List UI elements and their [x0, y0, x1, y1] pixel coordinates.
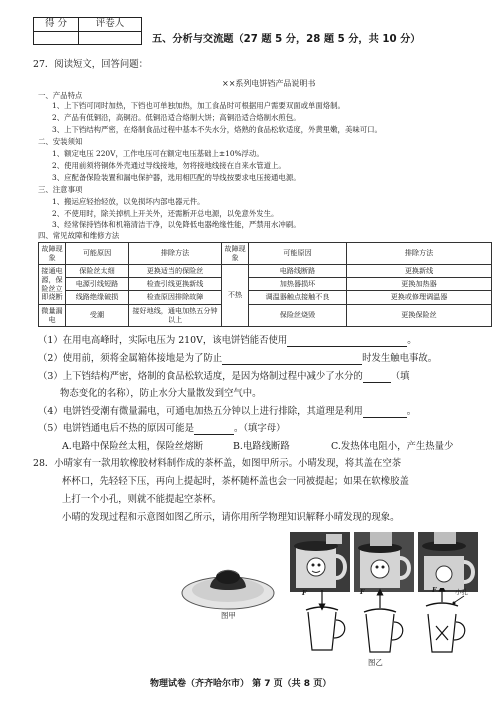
- table-cell: 电源引线短路: [66, 278, 129, 291]
- option-c: C.发热体电阻小，产生热量少: [331, 441, 454, 452]
- answer-blank-4[interactable]: [363, 408, 407, 418]
- score-box-row-divider: [34, 31, 141, 32]
- table-cell: 保险丝太细: [66, 265, 129, 278]
- table-header-cell: 可能原因: [249, 243, 347, 265]
- option-b: B.电路线断路: [233, 441, 290, 452]
- table-cell: 更换新线: [347, 265, 492, 278]
- fig-b-label: 图乙: [368, 658, 383, 667]
- force-label-2: F: [360, 588, 365, 596]
- cup-diagram-3: [426, 588, 465, 652]
- force-label-3: F: [432, 586, 437, 594]
- fault-group-left: 接通电源，保险丝立即烧断: [39, 265, 66, 305]
- table-cell: 加热器损坏: [249, 278, 347, 291]
- table-row: [39, 305, 492, 325]
- q28-line-1: 28．小晴家有一款用软橡胶材料制作成的茶杯盖，如图甲所示。小晴发现，将其盖在空茶: [33, 458, 402, 469]
- table-row: [39, 265, 492, 278]
- section-title: 五、分析与交流题（27 题 5 分，28 题 5 分，共 10 分）: [152, 34, 421, 45]
- table-cell: 更换或修理调温器: [347, 291, 492, 305]
- cup-diagrams: [296, 588, 486, 656]
- table-cell: 受潮: [66, 305, 129, 327]
- table-row: [39, 291, 492, 305]
- score-box: [33, 17, 142, 45]
- q28-line-3: 上打一个小孔，则就不能提起空茶杯。: [62, 494, 222, 505]
- manual-heading-4: 四、常见故障和维修方法: [38, 231, 120, 240]
- q27-intro: 27．阅读短文，回答问题：: [33, 59, 149, 70]
- feature-3: 3、上下铛结构严密，在烙制食品过程中基本不失水分，烙熟的食品松软适度，外黄里嫩，美味可口。: [52, 125, 382, 134]
- table-header-cell: 排除方法: [129, 243, 222, 265]
- table-cell: 检查原因排除故障: [129, 291, 222, 305]
- answer-blank-2[interactable]: [222, 355, 362, 365]
- install-1: 1、额定电压 220V，工作电压可在额定电压基础上±10%浮动。: [52, 149, 264, 158]
- install-3: 3、应配备保险装置和漏电保护器，选用相匹配的导线按要求电压接通电源。: [52, 173, 301, 182]
- install-2: 2、使用前须将铜体外壳通过导线接地，勿将接地线接在自来水管道上。: [52, 161, 286, 170]
- table-cell: 检查引线更换新线: [129, 278, 222, 291]
- cup-diagram-1: [306, 590, 345, 650]
- table-cell: 更换加热器: [347, 278, 492, 291]
- table-header-cell: 可能原因: [66, 243, 129, 265]
- table-cell: 保险丝烧毁: [249, 305, 347, 327]
- fault-group-right: 不热: [222, 265, 249, 327]
- grader-label: 评卷人: [95, 18, 125, 29]
- manual-heading-2: 二、安装须知: [38, 137, 83, 146]
- answer-blank-1[interactable]: [287, 337, 407, 347]
- answer-blank-5[interactable]: [194, 425, 234, 435]
- hole-label: 小孔: [455, 588, 468, 596]
- force-label-1: F: [302, 589, 307, 597]
- table-cell: 调温器触点接触不良: [249, 291, 347, 305]
- manual-heading-1: 一、产品特点: [38, 91, 83, 100]
- manual-heading-3: 三、注意事项: [38, 185, 83, 194]
- sub-question-3-cont: 物态变化的名称），防止水分大量散发到空气中。: [60, 388, 262, 399]
- table-cell: 电路线断路: [249, 265, 347, 278]
- q28-line-2: 杯杯口，先轻轻下压，再向上提起时，茶杯随杯盖也会一同被提起；如果在软橡胶盖: [62, 476, 409, 487]
- fig-a-label: 图甲: [221, 611, 236, 620]
- page-footer: 物理试卷（齐齐哈尔市） 第 7 页（共 8 页）: [150, 679, 332, 689]
- table-header-row: [39, 243, 492, 265]
- table-cell: 更换保险丝: [347, 305, 492, 327]
- sub-question-5: （5）电饼铛通电后不热的原因可能是 。（填字母）: [38, 423, 286, 434]
- fault-table: [38, 242, 492, 327]
- q28-line-4: 小晴的发现过程和示意图如图乙所示，请你用所学物理知识解释小晴发现的现象。: [62, 512, 400, 523]
- leak-label: 微量漏电: [39, 305, 66, 327]
- answer-blank-3[interactable]: [363, 373, 391, 383]
- feature-1: 1、上下铛可同时加热，下铛也可单独加热，加工食品时可根据用户需要双面或单面烙制。: [52, 101, 345, 110]
- note-3: 3、经常保持铛体和机箱清洁干净，以免降低电器绝缘性能，严禁用水冲刷。: [52, 220, 301, 229]
- option-a: A.电路中保险丝太粗，保险丝熔断: [62, 441, 204, 452]
- photo-2: [354, 532, 414, 592]
- table-header-cell: 故障现象: [222, 243, 249, 265]
- photo-3: [418, 532, 478, 592]
- table-row: [39, 278, 492, 291]
- table-header-cell: 故障现象: [39, 243, 66, 265]
- sub-question-4: （4）电饼铛受潮有微量漏电，可通电加热五分钟以上进行排除，其道理是利用 。: [38, 406, 417, 417]
- rubber-lid-figure: [180, 560, 276, 612]
- note-1: 1、搬运应轻抬轻放，以免损坏内部电器元件。: [52, 197, 205, 206]
- sub-question-3: （3）上下铛结构严密，烙制的食品松软适度，是因为烙制过程中减少了水分的 （填: [38, 371, 410, 382]
- table-cell: 更换适当的保险丝: [129, 265, 222, 278]
- sub-question-2: （2）使用前，须将金属箱体接地是为了防止 时发生触电事故。: [38, 353, 438, 364]
- score-label: 得 分: [44, 18, 68, 29]
- photo-panels: [290, 532, 478, 592]
- feature-2: 2、产品有低铜沿，高铜沿。低铜沿适合烙制大饼；高铜沿适合烙制水煎包。: [52, 113, 301, 122]
- cup-diagram-2: [364, 592, 403, 652]
- table-cell: 接好地线，通电加热五分钟以上: [129, 305, 222, 327]
- photo-1: [290, 532, 350, 592]
- table-header-cell: 排除方法: [347, 243, 492, 265]
- note-2: 2、不使用时，除关掉机上开关外，还需断开总电源，以免意外发生。: [52, 209, 279, 218]
- manual-title: ××系列电饼铛产品说明书: [222, 79, 316, 88]
- sub-question-1: （1）在用电高峰时，实际电压为 210V，该电饼铛能否使用 。: [38, 335, 417, 346]
- table-cell: 线路绝缘破损: [66, 291, 129, 305]
